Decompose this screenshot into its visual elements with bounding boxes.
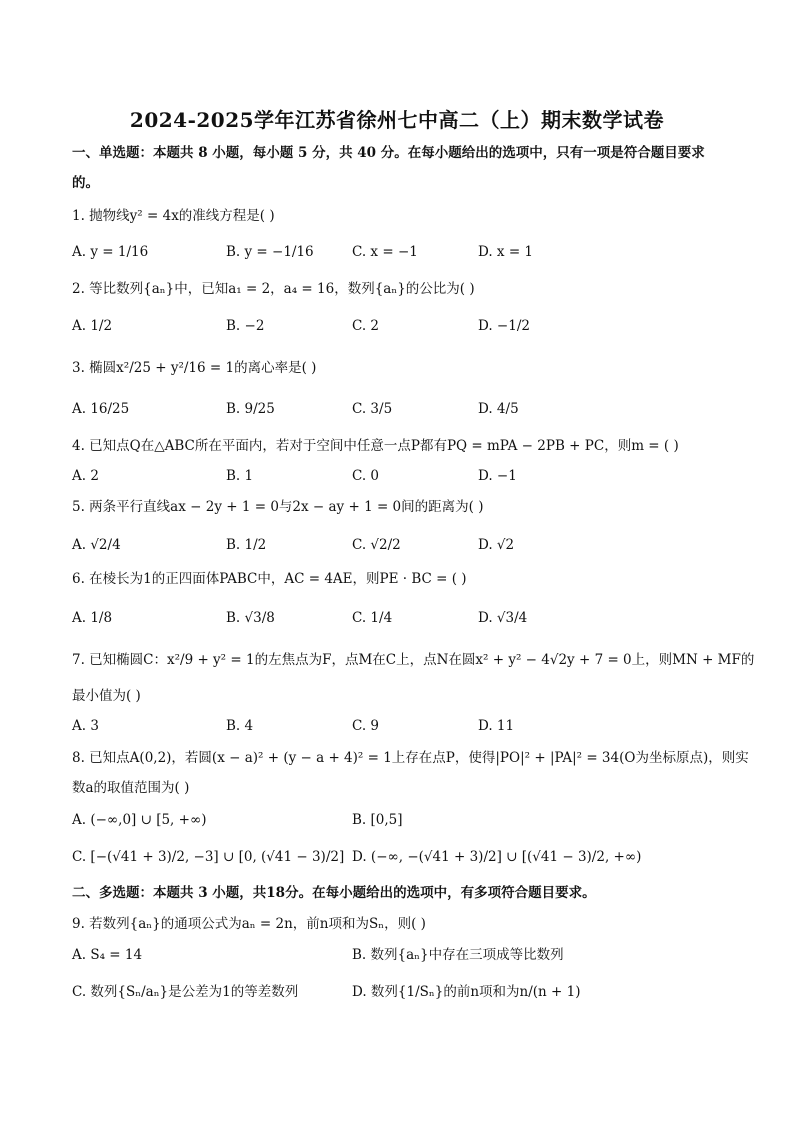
question-7-line1: 7. 已知椭圆C：x²/9 + y² = 1的左焦点为F，点M在C上，点N在圆x² + y² − 4√2y + 7 = 0上，则MN + MF的 [72, 652, 755, 668]
q4-option-b: B. 1 [226, 468, 254, 484]
q1-option-d: D. x = 1 [478, 244, 534, 260]
question-6: 6. 在棱长为1的正四面体PABC中，AC = 4AE，则PE · BC = ( ) [72, 571, 467, 587]
q1-option-a: A. y = 1/16 [72, 244, 149, 260]
section2-header: 二、多选题：本题共 3 小题，共18分。在每小题给出的选项中，有多项符合题目要求。 [72, 885, 596, 901]
q7-option-c: C. 9 [352, 718, 380, 734]
question-2: 2. 等比数列{aₙ}中，已知a₁ = 2，a₄ = 16，数列{aₙ}的公比为( ) [72, 281, 475, 297]
q1-option-b: B. y = −1/16 [226, 244, 314, 260]
q8-option-b: B. [0,5] [352, 812, 403, 828]
question-3: 3. 椭圆x²/25 + y²/16 = 1的离心率是( ) [72, 360, 317, 376]
q2-option-c: C. 2 [352, 318, 380, 334]
question-5: 5. 两条平行直线ax − 2y + 1 = 0与2x − ay + 1 = 0间的距离为( ) [72, 499, 484, 515]
q5-option-a: A. √2/4 [72, 537, 121, 553]
q8-option-d: D. (−∞, −(√41 + 3)/2] ∪ [(√41 − 3)/2, +∞) [352, 849, 642, 865]
q3-option-a: A. 16/25 [72, 401, 130, 417]
q6-option-c: C. 1/4 [352, 610, 393, 626]
question-8-line1: 8. 已知点A(0,2)，若圆(x − a)² + (y − a + 4)² = 1上存在点P，使得|PO|² + |PA|² = 34(O为坐标原点)，则实 [72, 750, 749, 766]
q9-option-c: C. 数列{Sₙ/aₙ}是公差为1的等差数列 [72, 984, 299, 1000]
q8-option-c: C. [−(√41 + 3)/2, −3] ∪ [0, (√41 − 3)/2] [72, 849, 345, 865]
q6-option-a: A. 1/8 [72, 610, 113, 626]
page-title: 2024-2025学年江苏省徐州七中高二（上）期末数学试卷 [129, 108, 665, 132]
q2-option-d: D. −1/2 [478, 318, 530, 334]
q5-option-c: C. √2/2 [352, 537, 401, 553]
q6-option-d: D. √3/4 [478, 610, 528, 626]
q5-option-d: D. √2 [478, 537, 515, 553]
q7-option-b: B. 4 [226, 718, 254, 734]
question-4: 4. 已知点Q在△ABC所在平面内，若对于空间中任意一点P都有PQ = mPA − 2PB + PC，则m = ( ) [72, 438, 679, 454]
q4-option-c: C. 0 [352, 468, 380, 484]
section1-header-line1: 一、单选题：本题共 8 小题，每小题 5 分，共 40 分。在每小题给出的选项中，只有一项是符合题目要求 [72, 145, 705, 161]
q1-option-c: C. x = −1 [352, 244, 418, 260]
q8-option-a: A. (−∞,0] ∪ [5, +∞) [72, 812, 207, 828]
q2-option-b: B. −2 [226, 318, 265, 334]
q7-option-d: D. 11 [478, 718, 515, 734]
q4-option-d: D. −1 [478, 468, 517, 484]
question-9: 9. 若数列{aₙ}的通项公式为aₙ = 2n，前n项和为Sₙ，则( ) [72, 916, 426, 932]
q2-option-a: A. 1/2 [72, 318, 113, 334]
question-1: 1. 抛物线y² = 4x的准线方程是( ) [72, 208, 275, 224]
q9-option-a: A. S₄ = 14 [72, 947, 143, 963]
section1-header-line2: 的。 [72, 175, 99, 191]
q7-option-a: A. 3 [72, 718, 99, 734]
q3-option-b: B. 9/25 [226, 401, 275, 417]
q4-option-a: A. 2 [72, 468, 99, 484]
q6-option-b: B. √3/8 [226, 610, 275, 626]
section1-header [72, 138, 722, 198]
q9-option-b: B. 数列{aₙ}中存在三项成等比数列 [352, 947, 564, 963]
q5-option-b: B. 1/2 [226, 537, 267, 553]
question-7-line2: 最小值为( ) [72, 688, 141, 704]
question-8-line2: 数a的取值范围为( ) [72, 780, 190, 796]
q3-option-c: C. 3/5 [352, 401, 393, 417]
q3-option-d: D. 4/5 [478, 401, 519, 417]
q9-option-d: D. 数列{1/Sₙ}的前n项和为n/(n + 1) [352, 984, 581, 1000]
